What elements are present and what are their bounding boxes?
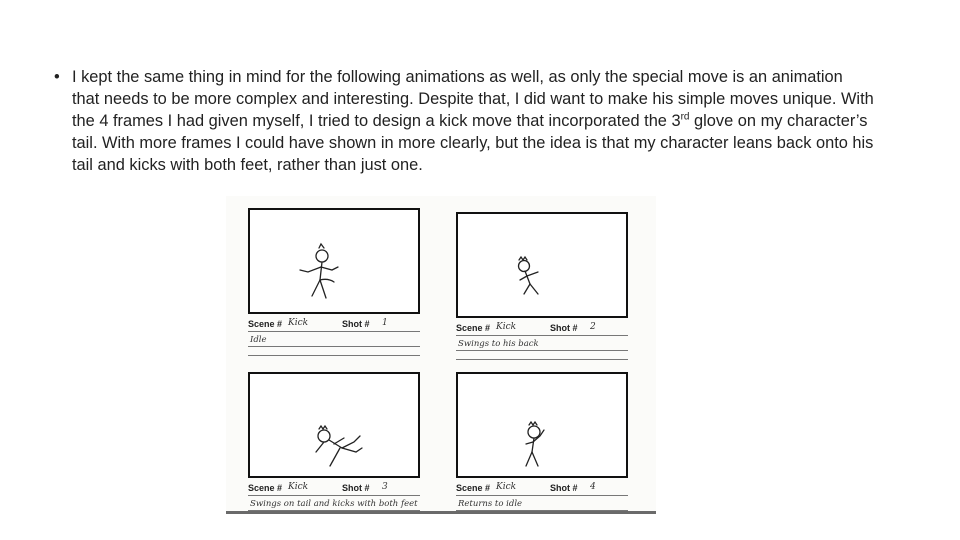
bullet-marker: •	[54, 68, 60, 86]
rule	[248, 510, 420, 511]
scene-label: Scene #	[456, 483, 491, 493]
rule	[456, 510, 628, 511]
scene-label: Scene #	[248, 319, 283, 329]
panel-description: Swings on tail and kicks with both feet	[250, 499, 418, 509]
rule	[456, 359, 628, 360]
scene-label: Scene #	[456, 323, 491, 333]
shot-label: Shot #	[342, 483, 370, 493]
rule	[248, 495, 420, 496]
shot-label: Shot #	[550, 323, 578, 333]
rule	[248, 355, 420, 356]
scene-value: Kick	[288, 482, 309, 492]
scene-label: Scene #	[248, 483, 283, 493]
scene-value: Kick	[496, 322, 517, 332]
bullet-paragraph	[54, 66, 874, 176]
bullet-text	[72, 66, 874, 176]
bullet-text-end: glove on my character’s tail. With more frames I could have shown in more clearly, but the idea is that my character leans back onto his tail and kicks with both feet, rather than just one.	[72, 112, 874, 174]
panel-description: Returns to idle	[458, 499, 523, 509]
panel-meta-1	[248, 316, 420, 356]
shot-label: Shot #	[342, 319, 370, 329]
shot-value: 3	[382, 482, 388, 492]
shot-label: Shot #	[550, 483, 578, 493]
shot-value: 4	[590, 482, 596, 492]
panel-meta-2	[456, 320, 628, 360]
panel-frame-4	[456, 372, 628, 478]
rule	[248, 346, 420, 347]
stick-figure-return-idle	[458, 374, 626, 476]
rule	[456, 335, 628, 336]
bullet-text-start: I kept the same thing in mind for the following animations as well, as only the special move is an animation that needs to be more complex and interesting. Despite that, I did want to make his simple moves unique. With the 4 frames I had given myself, I tried to design a kick move that incorporated the 3	[72, 68, 874, 130]
rule	[456, 495, 628, 496]
rule	[456, 350, 628, 351]
panel-frame-3	[248, 372, 420, 478]
storyboard-image	[226, 196, 656, 514]
stick-figure-double-kick	[250, 374, 418, 476]
stick-figure-lean-back	[458, 214, 626, 316]
scene-value: Kick	[288, 318, 309, 328]
panel-meta-4	[456, 480, 628, 520]
panel-frame-2	[456, 212, 628, 318]
panel-description: Swings to his back	[458, 339, 539, 349]
bullet-superscript: rd	[680, 111, 690, 123]
panel-meta-3	[248, 480, 420, 520]
scene-value: Kick	[496, 482, 517, 492]
panel-frame-1	[248, 208, 420, 314]
rule	[248, 331, 420, 332]
shot-value: 2	[590, 322, 596, 332]
panel-description: Idle	[250, 335, 267, 345]
stick-figure-idle	[250, 210, 418, 312]
shot-value: 1	[382, 318, 388, 328]
